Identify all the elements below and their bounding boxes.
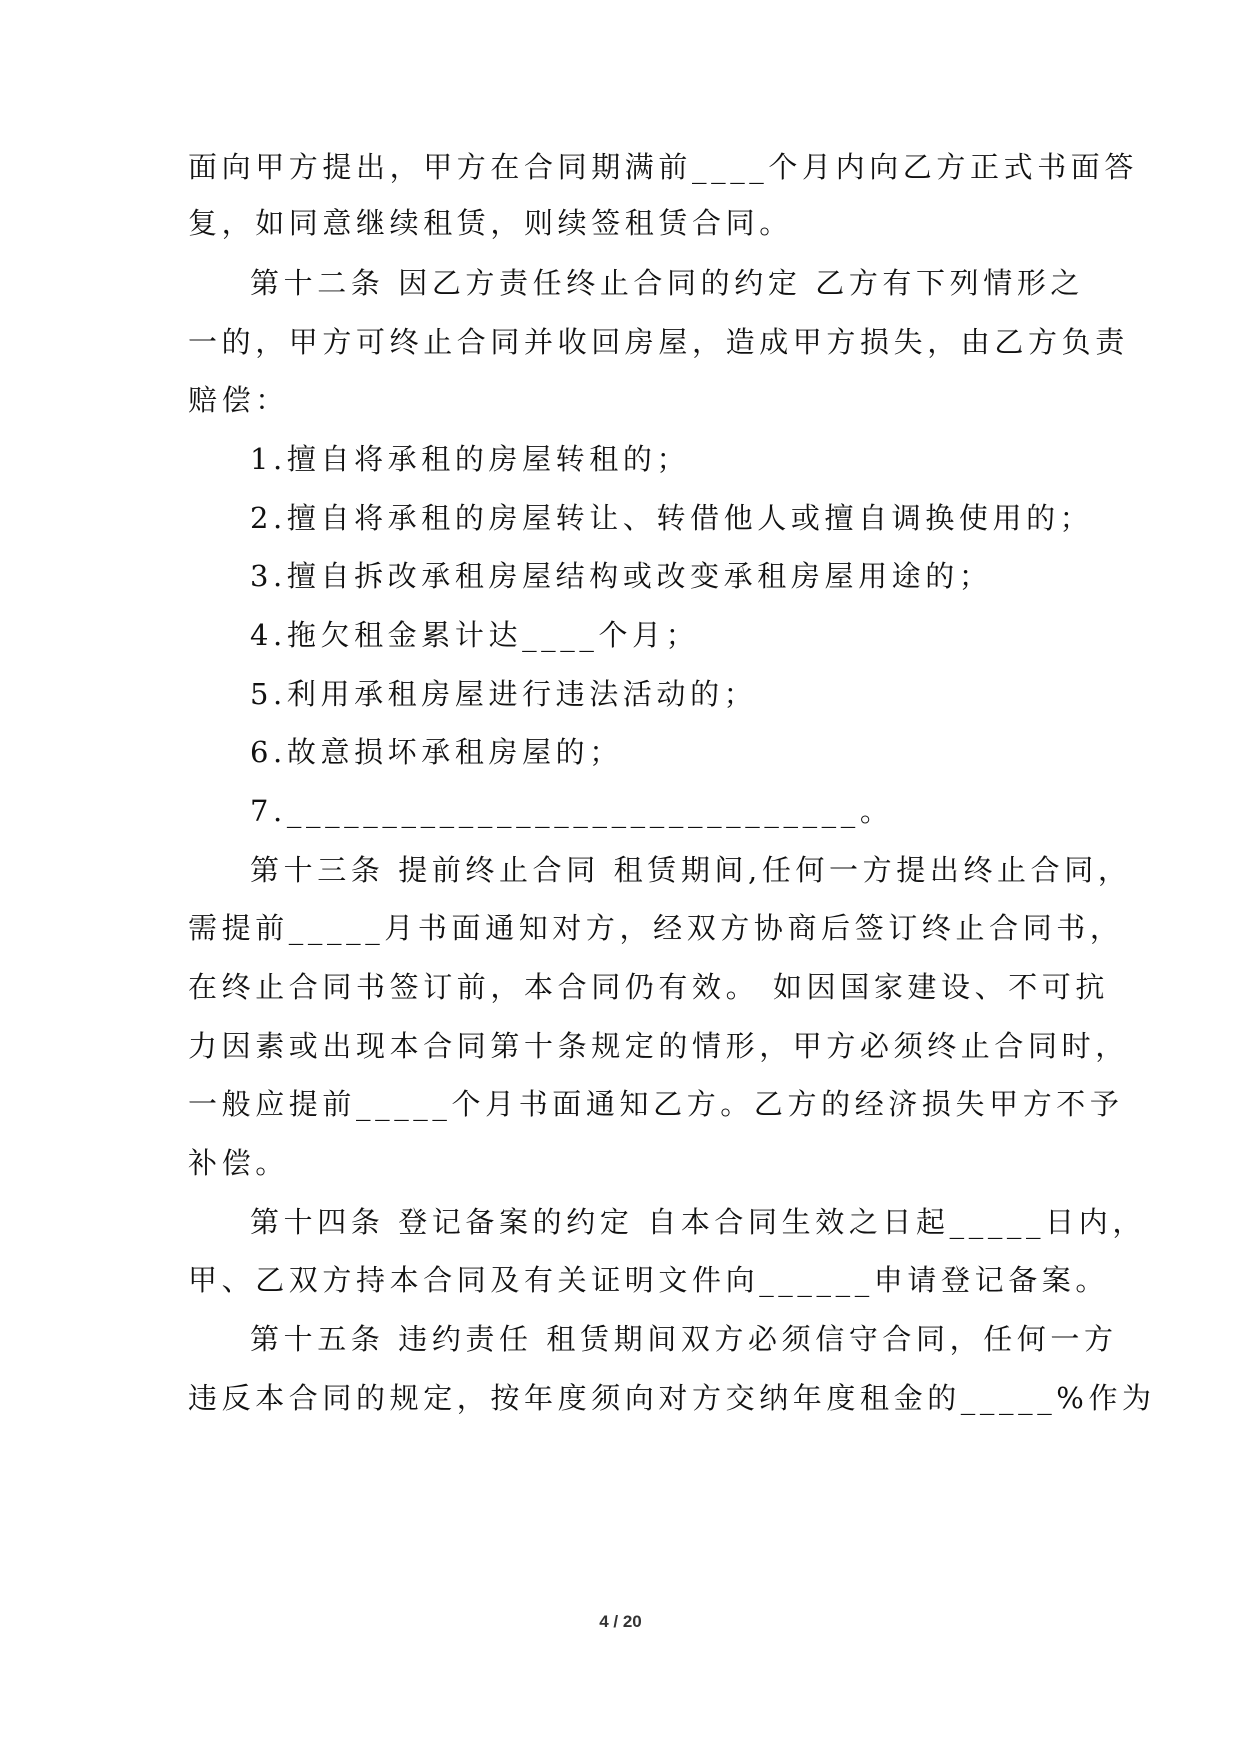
article-14-heading-line: 第十四条 登记备案的约定 自本合同生效之日起_____日内， — [250, 1205, 1146, 1239]
paragraph-line: 补偿。 — [188, 1146, 289, 1180]
paragraph-line: 一的，甲方可终止合同并收回房屋，造成甲方损失，由乙方负责 — [188, 325, 1129, 359]
paragraph-line: 需提前_____月书面通知对方，经双方协商后签订终止合同书， — [188, 911, 1124, 945]
paragraph-line: 在终止合同书签订前，本合同仍有效。 如因国家建设、不可抗 — [188, 970, 1110, 1004]
paragraph-line: 复，如同意继续租赁，则续签租赁合同。 — [188, 206, 793, 240]
paragraph-line: 甲、乙双方持本合同及有关证明文件向______申请登记备案。 — [188, 1263, 1110, 1297]
paragraph-line: 违反本合同的规定，按年度须向对方交纳年度租金的_____%作为 — [188, 1381, 1156, 1415]
paragraph-line: 面向甲方提出，甲方在合同期满前____个月内向乙方正式书面答 — [188, 150, 1139, 184]
list-item: 1.擅自将承租的房屋转租的； — [250, 442, 691, 476]
list-item: 7.______________________________。 — [250, 794, 894, 828]
paragraph-line: 一般应提前_____个月书面通知乙方。乙方的经济损失甲方不予 — [188, 1087, 1124, 1121]
paragraph-line: 力因素或出现本合同第十条规定的情形，甲方必须终止合同时， — [188, 1029, 1129, 1063]
list-item: 3.擅自拆改承租房屋结构或改变承租房屋用途的； — [250, 559, 993, 593]
list-item: 6.故意损坏承租房屋的； — [250, 735, 623, 769]
page-number: 4 / 20 — [599, 1612, 642, 1631]
article-12-heading-line: 第十二条 因乙方责任终止合同的约定 乙方有下列情形之 — [250, 266, 1085, 300]
list-item: 5.利用承租房屋进行违法活动的； — [250, 677, 758, 711]
article-15-heading-line: 第十五条 违约责任 租赁期间双方必须信守合同，任何一方 — [250, 1322, 1118, 1356]
list-item: 4.拖欠租金累计达____个月； — [250, 618, 700, 652]
list-item: 2.擅自将承租的房屋转让、转借他人或擅自调换使用的； — [250, 501, 1094, 535]
article-13-heading-line: 第十三条 提前终止合同 租赁期间,任何一方提出终止合同， — [250, 853, 1132, 887]
paragraph-line: 赔偿： — [188, 383, 289, 417]
